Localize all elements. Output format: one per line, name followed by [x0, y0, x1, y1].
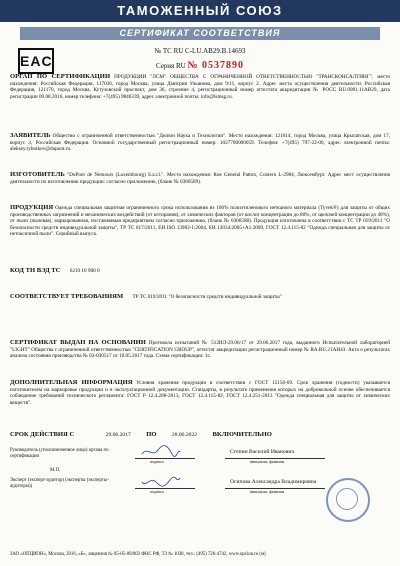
eac-logo: EAC	[18, 48, 54, 74]
requirements-label: СООТВЕТСТВУЕТ ТРЕБОВАНИЯМ	[10, 293, 124, 300]
additional-text: Условия хранения продукции в соответствии с ГОСТ 15150-69. Срок хранения (годности) указывается изготовителем на маркировке продукции и в эксплуатационной документации. Стандарты, в результате применения которых на добровольной основе обеспечивается соблюдение требований технического регламента: ГОСТ Р 12.4.288-2013, ГОСТ 12.4.115-82, ГОСТ 12.4.251-2013 "Одежда специальная для защиты от химических веществ".	[10, 380, 390, 406]
manufacturer-section	[10, 172, 390, 185]
validity-from-label: СРОК ДЕЙСТВИЯ С	[10, 431, 75, 438]
additional-label: ДОПОЛНИТЕЛЬНАЯ ИНФОРМАЦИЯ	[10, 379, 133, 386]
manufacturer-text: "DuPont de Nemours (Luxembourg) S.a.r.l.". Место нахождения: Rue General Patton, Contern L-2984, Люксембург. Адрес мест осуществления деятельности по изготовлению продукции: согласно приложению, (бланк № 0366589).	[10, 172, 391, 185]
organ-section	[10, 74, 390, 100]
product-section	[10, 205, 390, 238]
tnved-label: КОД ТН ВЭД ТС	[10, 267, 61, 274]
product-text: Одежда специальная защитная ограниченного срока использования из 100% полиэтиленового нетканого материала (Tyvek®) для защиты от общих производственных загрязнений и механических воздействий (от истирания), от химических факторов (от кислот концентрации до 80%, от щелочей концентрации до 40%), от пыли (пылевая), маркированная, поставляемая предприятием согласно приложению, (бланк № 0366588). Продукция изготовлена в соответствии с ТС ТР 019/2011 "О безопасности средств индивидуальной защиты", ТР ТС 017/2011, ЕН ISO 13982-1:2004, ЕН 13034:2005+A1:2009, ГОСТ 12.4.115-82 "Одежда специальная для защиты от нетоксичной пыли". Серийный выпуск.	[10, 205, 390, 238]
official-stamp	[326, 478, 370, 522]
head-name: Степин Василий Иванович	[230, 449, 295, 455]
applicant-label: ЗАЯВИТЕЛЬ	[10, 132, 51, 139]
applicant-section	[10, 133, 390, 153]
validity-from-date: 29.06.2017	[105, 432, 131, 438]
serial-line	[0, 60, 400, 71]
expert-sig-line	[135, 488, 195, 489]
serial-label: Серия RU	[155, 62, 186, 70]
expert-name: Осипова Александра Владимировна	[230, 479, 317, 485]
tnved-code: 6210 10 980 0	[69, 268, 100, 274]
expert-sig-caption: подпись	[150, 489, 164, 494]
validity-to-label: ПО	[146, 431, 157, 438]
organ-text: ПРОДУКЦИИ "ЛСМ" ОБЩЕСТВА С ОГРАНИЧЕННОЙ ОТВЕТСТВЕННОСТЬЮ "ТРАНСКОНСАЛТИНГ", место нахождения: Российская Федерация, 117036, город Москва, улица Дмитрия Ульянова, дом 9/11, корпус 2. Адрес места осуществления деятельности: Российская Федерация, 121170, город Москва, Кутузовский проспект, дом 36, строение 4, регистрационный номер аттестата аккредитации № РОСС RU.0001.11AB29, дата регистрации 09.08.2016, номер телефона: +7(495) 9846339, адрес электронной почты: info@lsmsg.ru.	[10, 74, 391, 100]
issued-text: Протокола испытаний № 512ИЛ-29.06/17 от 29.06.2017 года, выданного Испытательной лабораторией "LIGHT" Общества с ограниченной ответственностью "CERTIFICATION GROUP", аттестат аккредитации регистрационный номер № RA.RU.21AH43. Акта о результатах анализа состояния производства № 03-030517 от 10.05.2017 года. Схема сертификации: 1с.	[10, 340, 390, 360]
head-role: Руководитель (уполномоченное лицо) органа по сертификации	[10, 448, 109, 459]
organ-label: ОРГАН ПО СЕРТИФИКАЦИИ	[10, 73, 111, 80]
head-name-caption: инициалы, фамилия	[250, 459, 285, 464]
printer-footer: ЗАО «ОПЦИОН», Москва, 2016, «Б», лицензия № 05-05-09/003 ФНС РФ, ТЗ № 1038, тел.: (495) 726-4742, www.opcion.ru (м)	[10, 552, 266, 557]
applicant-text: Общество с ограниченной ответственностью "Дюпон Наука и Технологии". Место нахождения: 121614, город Москва, улица Крылатская, дом 17, корпус 3, Российская Федерация. Основной государственный регистрационный номер: 1027700000059. Телефон: +7(495) 797-22-00, адрес электронной почты: aleksey.rybnikov@dupont.ru.	[10, 133, 390, 153]
validity-note: ВКЛЮЧИТЕЛЬНО	[212, 431, 272, 438]
product-label: ПРОДУКЦИЯ	[10, 204, 54, 211]
requirements-text: ТР ТС 019/2011 "О безопасности средств индивидуальной защиты"	[132, 294, 282, 300]
validity-to-date: 28.06.2022	[171, 432, 198, 438]
customs-union-banner: ТАМОЖЕННЫЙ СОЮЗ	[0, 0, 400, 22]
validity-section	[10, 432, 390, 439]
expert-role: Эксперт (эксперт-аудитор) (эксперты (эксперты-аудиторы))	[10, 478, 109, 489]
requirements-section	[10, 294, 390, 301]
expert-signature	[140, 474, 182, 488]
tnved-section	[10, 268, 390, 275]
stamp-mp: М.П.	[50, 468, 61, 473]
head-signature	[140, 444, 182, 458]
serial-number: № 0537890	[187, 60, 245, 71]
additional-section	[10, 380, 390, 406]
certificate-title: СЕРТИФИКАТ СООТВЕТСТВИЯ	[20, 27, 380, 40]
issued-section	[10, 340, 390, 360]
head-sig-caption: подпись	[150, 459, 164, 464]
manufacturer-label: ИЗГОТОВИТЕЛЬ	[10, 171, 65, 178]
expert-name-caption: инициалы, фамилия	[250, 489, 285, 494]
issued-label: СЕРТИФИКАТ ВЫДАН НА ОСНОВАНИИ	[10, 339, 146, 346]
head-sig-line	[135, 458, 195, 459]
certificate-number: № ТС RU C-LU.AB29.B.14693	[154, 47, 246, 55]
